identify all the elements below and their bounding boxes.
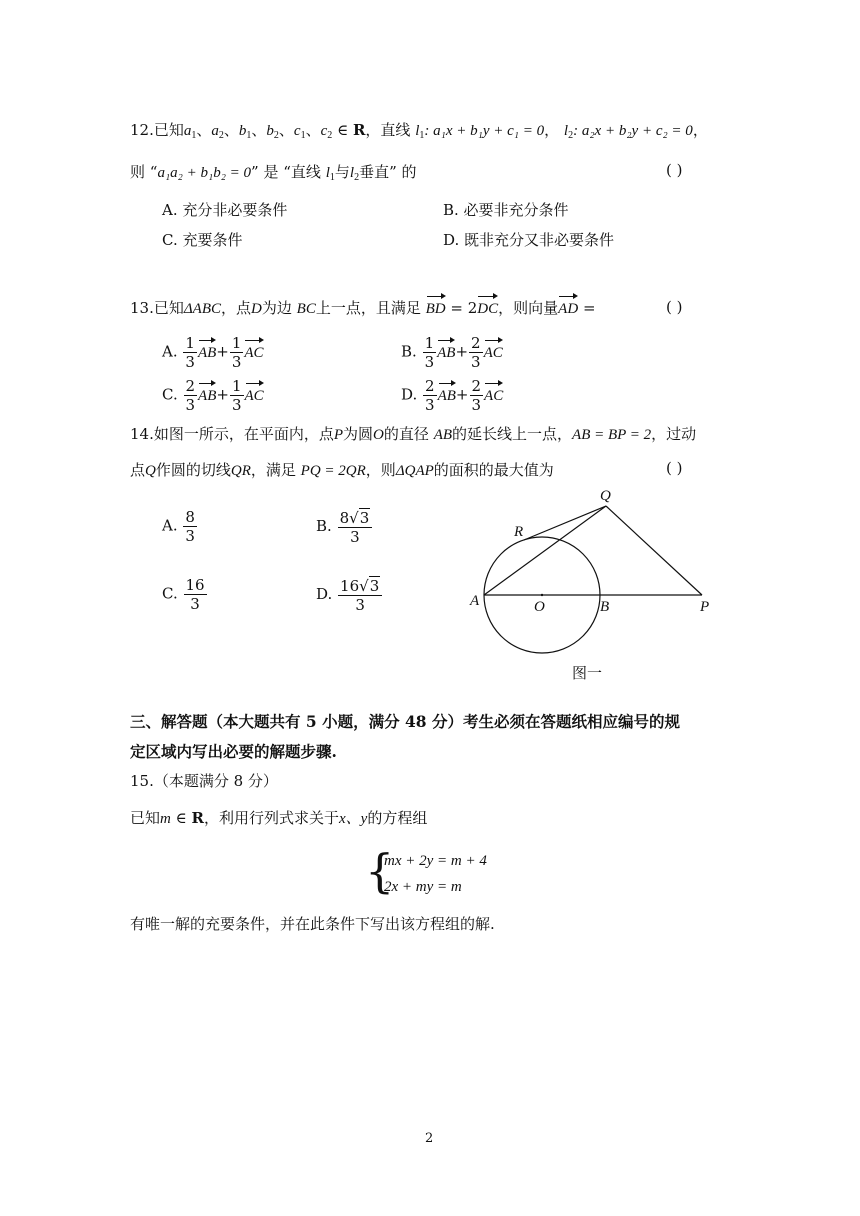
q14-length-equation: AB = BP = 2: [572, 427, 652, 443]
center-dot: [541, 594, 543, 596]
q14-answer-blank: ( ): [666, 459, 683, 477]
q14-figure: [466, 484, 726, 674]
q12-line1: 12.已知$a_1$、$a_2$、$b_1$、$b_2$、$c_1$、$c_2$ ∈ R，直线 $l_1$: a₁x + b₁y + c₁ = 0， $l_2$: a₂x + b₂y + c₂ = 0，: [130, 121, 708, 141]
q12-l2-equation: : a₂x + b₂y + c₂ = 0: [573, 123, 693, 139]
q13-option-a: A. $\frac{1}{3}$ AB+ $\frac{1}{3}$ AC: [162, 334, 264, 371]
q12-answer-blank: ( ): [666, 161, 683, 179]
q15-stem: 已知m ∈ R，利用行列式求关于x、y的方程组: [130, 809, 428, 827]
q12-intro: 12.已知: [130, 121, 184, 139]
q12-line-label: ，直线: [365, 121, 411, 139]
q12-option-d: D. 既非充分又非必要条件: [443, 231, 615, 249]
segment-aq: [484, 506, 606, 595]
q14-line2: 点Q作圆的切线QR，满足 PQ = 2QR，则ΔQAP的面积的最大值为: [130, 461, 554, 479]
q14-option-c: C. $\frac{16}{3}$: [162, 576, 205, 613]
q13-option-d: D. $\frac{2}{3}$ AB+ $\frac{2}{3}$ AC: [401, 377, 504, 414]
segment-qp: [606, 506, 702, 595]
label-q: Q: [600, 488, 611, 504]
q12-l1-equation: : a₁x + b₁y + c₁ = 0: [424, 123, 545, 139]
q12-option-a: A. 充分非必要条件: [162, 201, 288, 219]
q13-vector-bd: BD: [426, 294, 446, 318]
q12-line2: 则 “a₁a₂ + b₁b₂ = 0” 是 “直线 $l_1$与$l_2$垂直” 的: [130, 163, 417, 183]
q14-option-b: B. $\frac{8√3}{3}$: [316, 508, 373, 546]
q14-ratio-equation: PQ = 2QR: [300, 463, 366, 479]
segment-rq: [524, 506, 606, 540]
q14-option-d: D. $\frac{16√3}{3}$: [316, 576, 383, 614]
label-p: P: [700, 599, 710, 615]
q13-vector-dc: DC: [477, 294, 498, 318]
figure-caption: 图一: [572, 664, 603, 682]
q13-option-b: B. $\frac{1}{3}$ AB+ $\frac{2}{3}$ AC: [401, 334, 503, 371]
q12-reals: R: [352, 121, 366, 139]
label-r: R: [514, 524, 524, 540]
q13-answer-blank: ( ): [666, 298, 683, 316]
q13-triangle: ΔABC: [183, 301, 221, 317]
q15-equation-2: 2x + my = m: [384, 879, 462, 895]
q15-equation-1: mx + 2y = m + 4: [384, 853, 487, 869]
q15-tail: 有唯一解的充要条件，并在此条件下写出该方程组的解.: [130, 915, 495, 933]
page-number: 2: [425, 1131, 434, 1146]
q14-option-a: A. $\frac{8}{3}$: [162, 508, 195, 545]
q12-option-c: C. 充要条件: [162, 231, 243, 249]
q12-condition: a₁a₂ + b₁b₂ = 0: [157, 165, 252, 181]
q12-option-b: B. 必要非充分条件: [443, 201, 569, 219]
label-b: B: [600, 599, 610, 615]
label-o: O: [534, 599, 545, 615]
q15-system-brace: {: [365, 844, 395, 898]
q13-vector-ad: AD: [558, 294, 578, 318]
q13-option-c: C. $\frac{2}{3}$ AB+ $\frac{1}{3}$ AC: [162, 377, 264, 414]
q14-line1: 14.如图一所示，在平面内，点P为圆O的直径 AB的延长线上一点，AB = BP = 2，过动: [130, 425, 697, 443]
q13-stem: 13.已知ΔABC，点D为边 BC上一点，且满足 BD = 2DC，则向量AD =: [130, 294, 596, 320]
section3-title-line1: 三、解答题（本大题共有 5 小题，满分 48 分）考生必须在答题纸相应编号的规: [130, 712, 680, 731]
section3-title-line2: 定区域内写出必要的解题步骤.: [130, 742, 337, 761]
q12-in-symbol: ∈: [337, 121, 349, 139]
q15-header: 15.（本题满分 8 分）: [130, 772, 278, 790]
label-a: A: [470, 593, 480, 609]
